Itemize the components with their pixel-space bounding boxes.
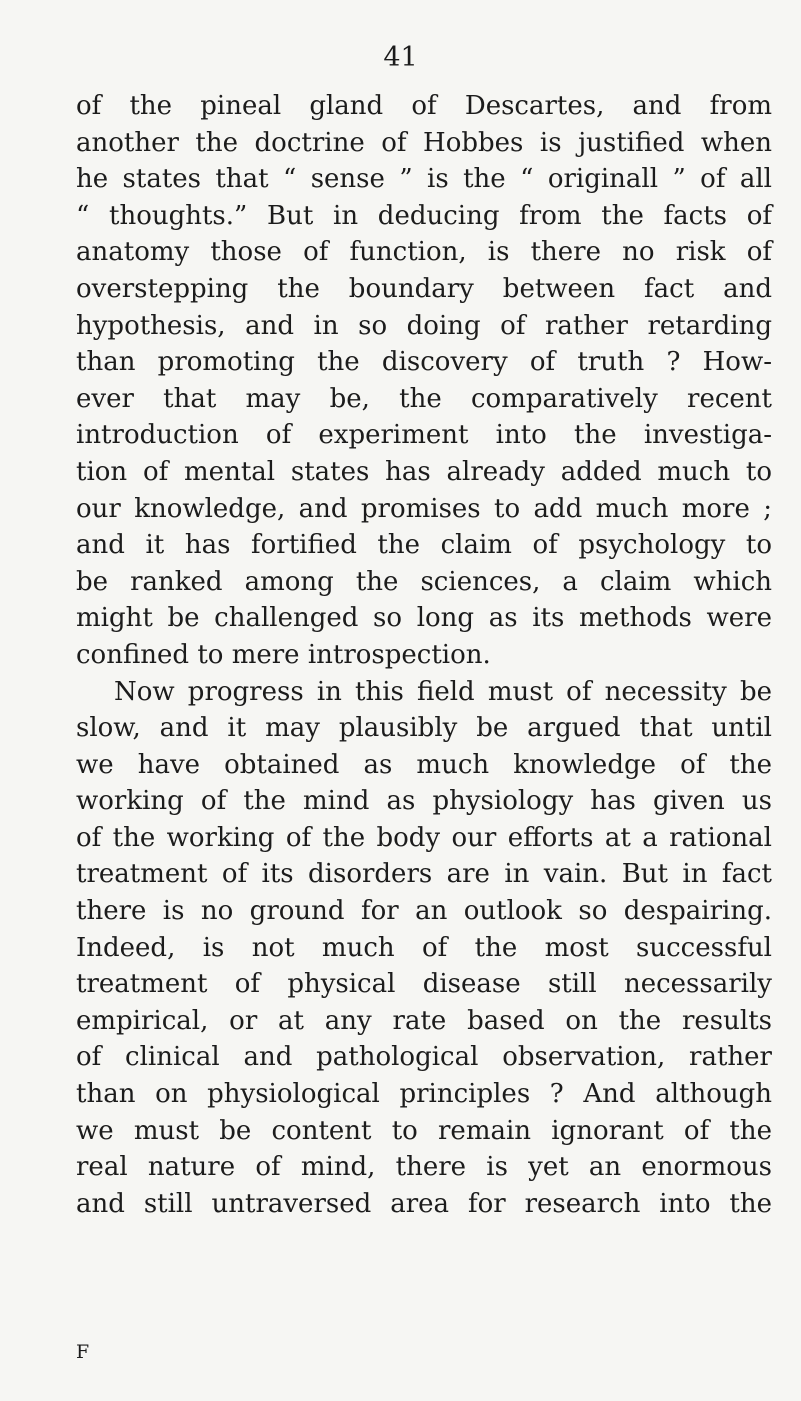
text-line: than on physiological principles ? And although	[76, 1079, 772, 1110]
text-line: and it has fortified the claim of psychology to	[76, 530, 772, 561]
text-line: working of the mind as physiology has given us	[76, 786, 772, 817]
body-text	[76, 88, 772, 1222]
text-line: treatment of its disorders are in vain. But in fact	[76, 859, 772, 890]
text-line: anatomy those of function, is there no risk of	[76, 237, 772, 268]
text-line: of the pineal gland of Descartes, and from	[76, 91, 772, 121]
text-line: “ thoughts.” But in deducing from the facts of	[76, 200, 772, 231]
text-line: our knowledge, and promises to add much more ;	[76, 493, 772, 524]
text-line: might be challenged so long as its methods were	[76, 603, 772, 634]
text-line: slow, and it may plausibly be argued that until	[76, 713, 772, 744]
text-line: we have obtained as much knowledge of the	[76, 749, 772, 780]
text-line: another the doctrine of Hobbes is justified when	[76, 127, 772, 158]
text-line: he states that “ sense ” is the “ originall ” of all	[76, 164, 772, 195]
text-line: and still untraversed area for research into the	[76, 1188, 772, 1219]
text-line: empirical, or at any rate based on the results	[76, 1005, 772, 1036]
text-line: hypothesis, and in so doing of rather retarding	[76, 310, 772, 341]
text-line: overstepping the boundary between fact and	[76, 273, 772, 304]
text-line: tion of mental states has already added much to	[76, 456, 772, 487]
text-line: be ranked among the sciences, a claim which	[76, 566, 772, 597]
text-line: there is no ground for an outlook so despairing.	[76, 896, 772, 927]
text-line: Indeed, is not much of the most successful	[76, 932, 772, 963]
text-line: treatment of physical disease still necessarily	[76, 969, 772, 1000]
paragraph-start-line: Now progress in this field must of necessity be	[114, 676, 772, 707]
text-line: of clinical and pathological observation, rather	[76, 1042, 772, 1073]
page-number: 41	[383, 42, 418, 73]
text-line: real nature of mind, there is yet an enormous	[76, 1152, 772, 1183]
text-line: introduction of experiment into the investiga-	[76, 420, 772, 451]
text-line: than promoting the discovery of truth ? How-	[76, 347, 772, 378]
signature-mark: F	[76, 1341, 90, 1363]
text-line: we must be content to remain ignorant of the	[76, 1115, 772, 1146]
text-line: ever that may be, the comparatively recent	[76, 383, 772, 414]
paragraph-end-line: confined to mere introspection.	[76, 639, 491, 670]
text-line: of the working of the body our efforts at a rational	[76, 822, 772, 853]
